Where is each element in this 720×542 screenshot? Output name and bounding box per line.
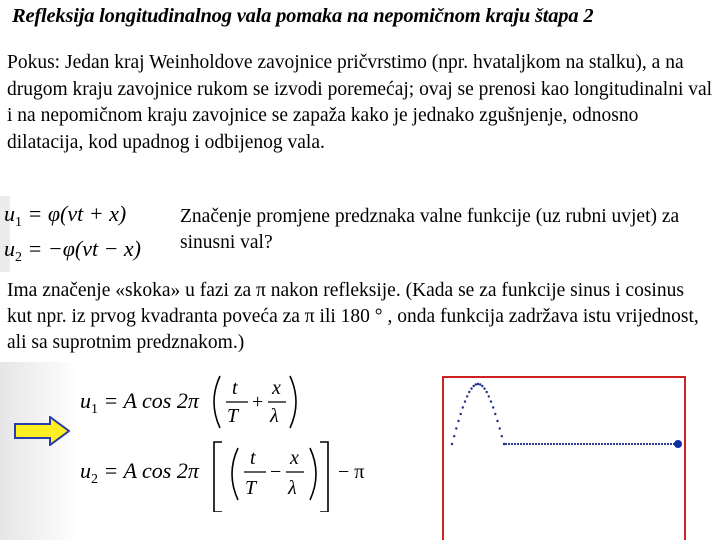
rest-dot [586,443,588,445]
rest-dot [652,443,654,445]
rest-dot [622,443,624,445]
wave-dot [475,383,477,385]
u2-sine-subscript: 2 [91,472,98,487]
rest-dot [658,443,660,445]
u2-lambda: λ [288,477,297,499]
svg-text:u2 = −φ(vt − x) [4,236,141,265]
rest-dot [571,443,573,445]
wave-dot [468,391,470,393]
wave-dot [496,420,498,422]
rest-dot [547,443,549,445]
wave-dot [470,387,472,389]
rest-dot [616,443,618,445]
rest-dot [568,443,570,445]
rest-dot [562,443,564,445]
u1-sine-lhs: u [80,388,91,413]
wave-demo-panel [442,376,686,540]
rest-dot [664,443,666,445]
decorative-strip [0,362,78,540]
question-text: Značenje promjene predznaka valne funkcije (uz rubni uvjet) za sinusni val? [180,206,680,253]
u1-sine-eq: = A cos 2π [98,388,199,413]
rest-dot [625,443,627,445]
wave-pulse-diagram [444,378,684,542]
rest-dot [640,443,642,445]
rest-dot [637,443,639,445]
rest-dot [538,443,540,445]
wave-dot [462,406,464,408]
u1-op: + [252,391,264,413]
rest-dot [532,443,534,445]
rest-line [505,443,675,445]
rest-dot [574,443,576,445]
rest-dot [556,443,558,445]
wave-dot [473,385,475,387]
u2-t: t [250,447,256,469]
rest-dot [628,443,630,445]
wave-dot [453,435,455,437]
wave-dot [486,391,488,393]
rest-dot [520,443,522,445]
rest-dot [580,443,582,445]
slide-title: Refleksija longitudinalnog vala pomaka na nepomičnom kraju štapa 2 [12,5,594,27]
u2-lhs: u [4,236,15,261]
u2-rhs: = −φ(vt − x) [22,236,142,261]
wave-dot [490,400,492,402]
right-arrow-icon [14,416,70,446]
rest-dot [526,443,528,445]
wave-dot [501,435,503,437]
intro-paragraph: Pokus: Jedan kraj Weinholdove zavojnice pričvrstimo (npr. hvataljkom na stalku), a na drugom kraju zavojnice rukom se izvodi poremećaj; ovaj se prenosi kao longitudinalni val i na nepomičnom kraju zavojnice se zapaža kako je jednako zgušnjenje, odnosno dilatacija, kod upadnog i odbijenog vala. [7,52,713,153]
wave-dot [477,383,479,385]
u2-T: T [245,477,257,499]
rest-dot [523,443,525,445]
rest-dot [610,443,612,445]
sine-wave-formulas [78,364,384,512]
general-wave-formulas [0,196,168,272]
rest-dot [604,443,606,445]
rest-dot [655,443,657,445]
rest-dot [646,443,648,445]
rest-dot [514,443,516,445]
wave-dot [481,385,483,387]
rest-dot [541,443,543,445]
rest-dot [535,443,537,445]
wave-dot [457,420,459,422]
wave-dot [451,443,453,445]
u2-sine-eq: = A cos 2π [98,458,199,483]
rest-dot [505,443,507,445]
u1-rhs: = φ(vt + x) [22,201,127,226]
rest-dot [511,443,513,445]
rest-dot [529,443,531,445]
rest-dot [619,443,621,445]
rest-dot [670,443,672,445]
wave-dot [455,427,457,429]
svg-text:u2 = A cos 2π [80,458,200,487]
rest-dot [667,443,669,445]
rest-dot [553,443,555,445]
rest-dot [634,443,636,445]
wave-pulse [451,383,505,445]
wave-dot [466,395,468,397]
wave-dot [503,443,505,445]
svg-text:u1 = A cos 2π [80,388,200,417]
u1-x: x [272,377,281,399]
rest-dot [601,443,603,445]
rest-dot [595,443,597,445]
rest-dot [550,443,552,445]
u2-shift: − π [338,461,365,483]
wave-dot [464,400,466,402]
u1-t: t [232,377,238,399]
rest-dot [592,443,594,445]
rest-dot [613,443,615,445]
rest-dot [517,443,519,445]
u2-sine-lhs: u [80,458,91,483]
explanation-text: Ima značenje «skoka» u fazi za π nakon refleksije. (Kada se za funkcije sinus i cosinus kut npr. iz prvog kvadranta poveća za π ili 180 ° , onda funkcija zadržava istu vrijednost, ali sa suprotnim predznakom.) [7,280,699,353]
u2-x: x [290,447,299,469]
u2-subscript: 2 [15,250,22,265]
rest-dot [631,443,633,445]
rest-dot [565,443,567,445]
u1-subscript: 1 [15,215,22,230]
u1-lambda: λ [270,405,279,427]
rest-dot [661,443,663,445]
wave-dot [499,427,501,429]
rest-dot [598,443,600,445]
rest-dot [643,443,645,445]
wave-dot [492,406,494,408]
rest-dot [508,443,510,445]
wave-dot [488,395,490,397]
wave-dot [483,387,485,389]
u1-lhs: u [4,201,15,226]
rest-dot [544,443,546,445]
rest-dot [583,443,585,445]
u1-sine-subscript: 1 [91,402,98,417]
u1-T: T [227,405,239,427]
rest-dot [607,443,609,445]
svg-text:u1 = φ(vt + x) [4,201,126,230]
rest-dot [559,443,561,445]
fixed-end-point [674,440,682,448]
wave-dot [460,413,462,415]
u2-op: − [270,461,282,483]
wave-dot [494,413,496,415]
rest-dot [649,443,651,445]
rest-dot [589,443,591,445]
wave-dot [479,383,481,385]
rest-dot [577,443,579,445]
